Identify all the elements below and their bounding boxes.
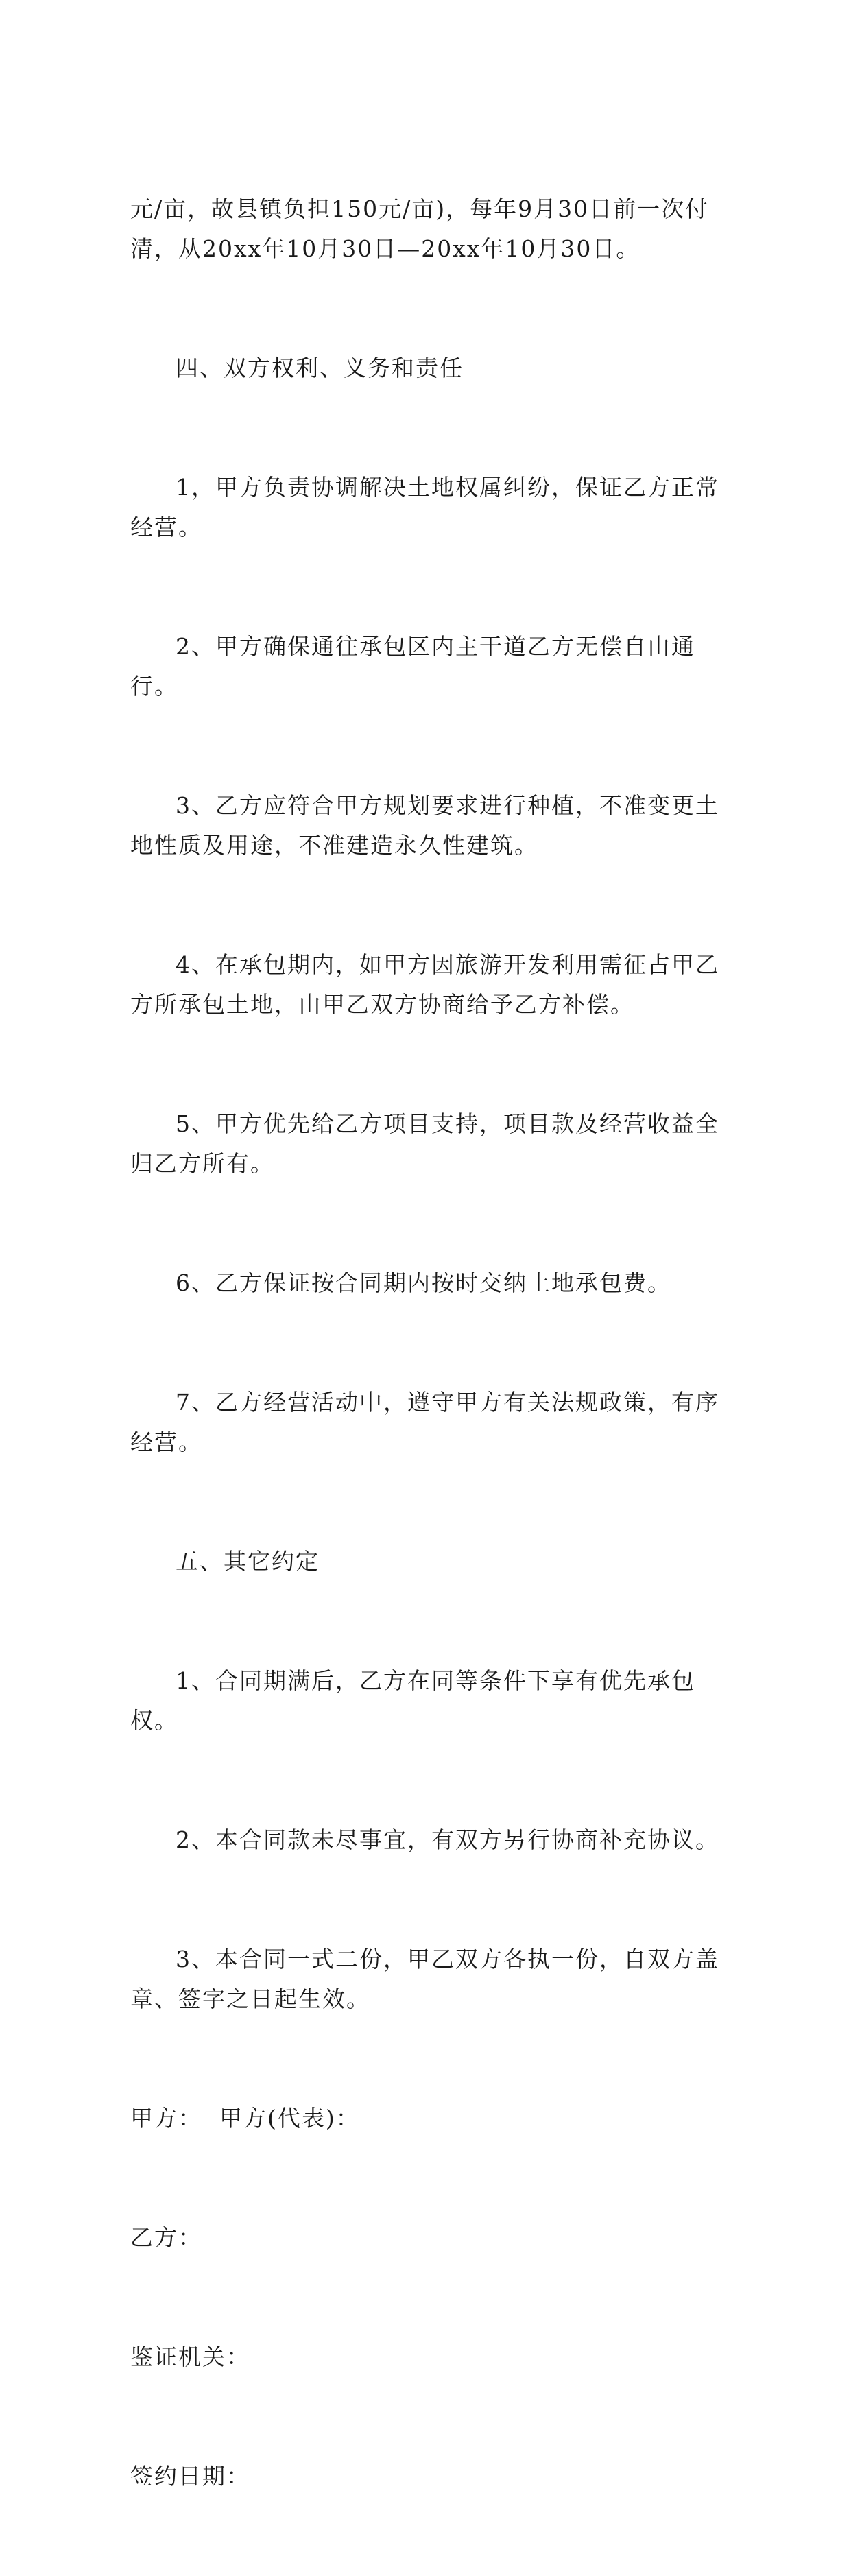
- contract-body: [130, 110, 734, 2576]
- paragraph-payment-terms: 元/亩，故县镇负担150元/亩)，每年9月30日前一次付清，从20xx年10月30日—20xx年10月30日。: [130, 195, 710, 262]
- clause-4-1: 1，甲方负责协调解决土地权属纠纷，保证乙方正常经营。: [130, 474, 719, 540]
- clause-4-3: 3、乙方应符合甲方规划要求进行种植，不准变更土地性质及用途，不准建造永久性建筑。: [130, 792, 719, 859]
- clause-5-3: 3、本合同一式二份，甲乙双方各执一份，自双方盖章、签字之日起生效。: [130, 1946, 719, 2012]
- clause-4-6: 6、乙方保证按合同期内按时交纳土地承包费。: [176, 1269, 671, 1296]
- clause-4-7: 7、乙方经营活动中，遵守甲方有关法规政策，有序经营。: [130, 1389, 719, 1455]
- signature-party-a: 甲方： 甲方(代表)：: [130, 2105, 360, 2132]
- signature-date: 签约日期：: [130, 2463, 250, 2490]
- section-heading-other: 五、其它约定: [176, 1548, 320, 1575]
- clause-5-2: 2、本合同款未尽事宜，有双方另行协商补充协议。: [176, 1826, 719, 1853]
- section-heading-rights: 四、双方权利、义务和责任: [176, 355, 464, 381]
- signature-party-b: 乙方：: [130, 2224, 202, 2251]
- signature-notary: 鉴证机关：: [130, 2344, 250, 2370]
- clause-5-1: 1、合同期满后，乙方在同等条件下享有优先承包权。: [130, 1667, 695, 1734]
- clause-4-2: 2、甲方确保通往承包区内主干道乙方无偿自由通行。: [130, 633, 695, 700]
- clause-4-4: 4、在承包期内，如甲方因旅游开发利用需征占甲乙方所承包土地，由甲乙双方协商给予乙方补偿。: [130, 951, 719, 1018]
- clause-4-5: 5、甲方优先给乙方项目支持，项目款及经营收益全归乙方所有。: [130, 1110, 719, 1177]
